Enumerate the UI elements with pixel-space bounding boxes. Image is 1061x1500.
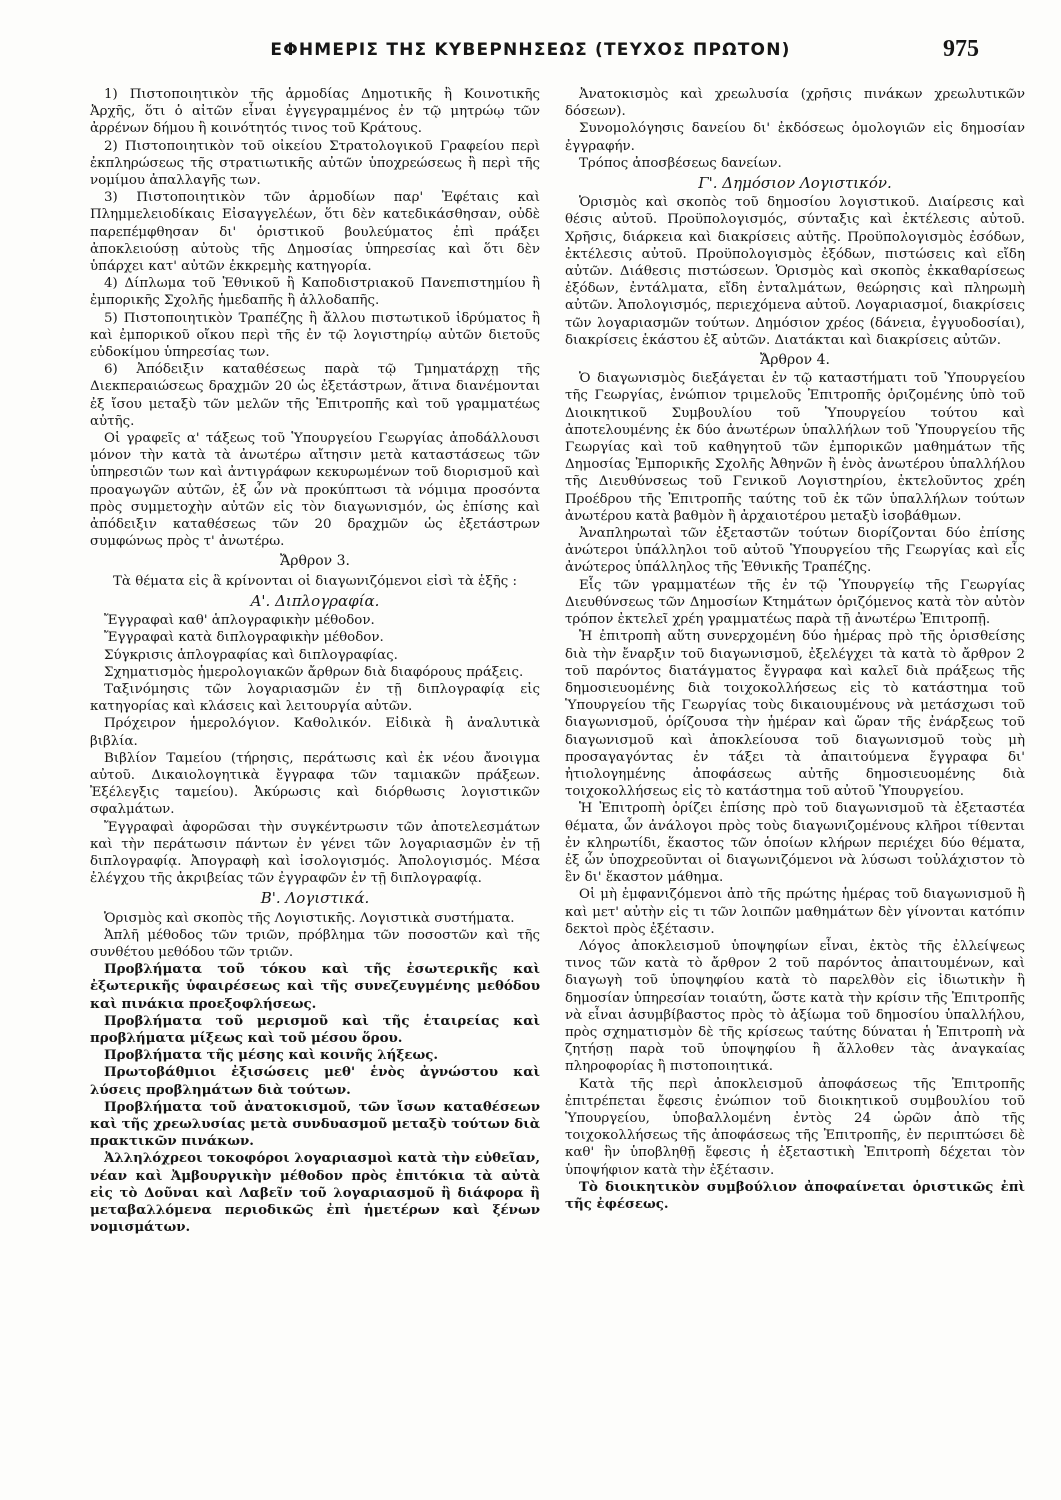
paragraph: 2) Πιστοποιητικὸν τοῦ οἰκείου Στρατολογικοῦ Γραφείου περὶ ἐκπληρώσεως τῆς στρατιωτικῆς αὐτῶν ὑποχρεώσεως ἢ περὶ τῆς νομίμου ἀπαλλαγῆς των. [90,138,540,189]
paragraph: 5) Πιστοποιητικὸν Τραπέζης ἢ ἄλλου πιστωτικοῦ ἱδρύματος ἢ καὶ ἐμπορικοῦ οἴκου περὶ τῆς ἐν τῷ λογιστηρίῳ αὐτῶν διετοῦς εὐδοκίμου ὑπηρεσίας των. [90,310,540,361]
paragraph: Λόγος ἀποκλεισμοῦ ὑποψηφίων εἶναι, ἐκτὸς τῆς ἐλλείψεως τινος τῶν κατὰ τὸ ἄρθρον 2 τοῦ παρόντος ἀπαιτουμένων, καὶ διαγωγὴ τοῦ ὑποψηφίου κατὰ τὸ παρελθὸν εἰς ἰδιωτικὴν ἢ δημοσίαν ὑπηρεσίαν τοιαύτη, ὥστε κατὰ τὴν κρίσιν τῆς Ἐπιτροπῆς νὰ εἶναι ἀσυμβίβαστος πρὸς τὸ ἀξίωμα τοῦ δημοσίου ὑπαλλήλου, πρὸς σχηματισμὸν δὲ τῆς κρίσεως ταύτης δύναται ἡ Ἐπιτροπὴ νὰ ζητήσῃ παρὰ τοῦ ὑποψηφίου ἢ ἄλλοθεν τὰς ἀναγκαίας πληροφορίας ἢ πιστοποιητικά. [565,938,1025,1075]
list-item: Πρωτοβάθμιοι ἐξισώσεις μεθ' ἑνὸς ἀγνώστου καὶ λύσεις προβλημάτων διὰ τούτων. [90,1064,540,1098]
right-column [565,86,1025,1213]
list-item: Ἔγγραφαὶ ἀφορῶσαι τὴν συγκέντρωσιν τῶν ἀποτελεσμάτων καὶ τὴν περάτωσιν πάντων ἐν γένει τῶν λογαριασμῶν ἐν τῇ διπλογραφίᾳ. Ἀπογραφὴ καὶ ἰσολογισμός. Ἀπολογισμός. Μέσα ἐλέγχου τῆς ἀκριβείας τῶν ἐγγραφῶν ἐν τῇ διπλογραφίᾳ. [90,819,540,887]
paragraph: Ἡ Ἐπιτροπὴ ὁρίζει ἐπίσης πρὸ τοῦ διαγωνισμοῦ τὰ ἐξεταστέα θέματα, ὧν ἀνάλογοι πρὸς τοὺς διαγωνιζομένους κλῆροι τίθενται ἐν κληρωτίδι, ἕκαστος τῶν ὁποίων κλήρων περιέχει δύο θέματα, ἐξ ὧν ὑποχρεοῦνται οἱ διαγωνιζόμενοι νὰ λύσωσι τοὐλάχιστον τὸ ἓν δι' ἕκαστον μάθημα. [565,801,1025,886]
list-item: Προβλήματα τοῦ ἀνατοκισμοῦ, τῶν ἴσων καταθέσεων καὶ τῆς χρεωλυσίας μετὰ συνδυασμοῦ μεταξὺ τούτων διὰ πρακτικῶν πινάκων. [90,1098,540,1150]
paragraph: Ὁρισμὸς καὶ σκοπὸς τοῦ δημοσίου λογιστικοῦ. Διαίρεσις καὶ θέσις αὐτοῦ. Προϋπολογισμός, σύνταξις καὶ ἐκτέλεσις αὐτοῦ. Χρῆσις, διάρκεια καὶ διακρίσεις αὐτῆς. Προϋπολογισμὸς ἐσόδων, ἐκτέλεσις αὐτοῦ. Προϋπολογισμὸς ἐξόδων, πιστώσεις καὶ εἴδη αὐτῶν. Διάθεσις πιστώσεων. Ὁρισμὸς καὶ σκοπὸς ἐκκαθαρίσεως ἐξόδων, ἐντάλματα, εἴδη ἐνταλμάτων, θεώρησις καὶ πληρωμὴ αὐτῶν. Ἀπολογισμός, περιεχόμενα αὐτοῦ. Λογαριασμοί, διακρίσεις τῶν λογαριασμῶν τούτων. Δημόσιον χρέος (δάνεια, ἐγγυοδοσίαι), διακρίσεις ἑκάστου ἐξ αὐτῶν. Διατάκται καὶ διακρίσεις αὐτῶν. [565,195,1025,348]
paragraph: Ἀναπληρωταὶ τῶν ἐξεταστῶν τούτων διορίζονται δύο ἐπίσης ἀνώτεροι ὑπάλληλοι τοῦ αὐτοῦ Ὑπουργείου τῆς Γεωργίας καὶ εἷς ἀνώτερος ὑπάλληλος τῆς Ἐθνικῆς Τραπέζης. [565,526,1025,576]
article-3-intro: Τὰ θέματα εἰς ἃ κρίνονται οἱ διαγωνιζόμενοι εἰσὶ τὰ ἑξῆς : [112,573,517,589]
section-a-heading: Α'. Διπλογραφία. [250,591,380,610]
gazette-title: ΕΦΗΜΕΡΙΣ ΤΗΣ ΚΥΒΕΡΝΗΣΕΩΣ (ΤΕΥΧΟΣ ΠΡΩΤΟΝ) [270,40,791,60]
section-g-heading: Γ'. Δημόσιον Λογιστικόν. [698,174,892,193]
section-b-heading: Β'. Λογιστικά. [260,889,370,908]
paragraph: 3) Πιστοποιητικὸν τῶν ἁρμοδίων παρ' Ἐφέταις καὶ Πλημμελειοδίκαις Εἰσαγγελέων, ὅτι δὲν κατεδικάσθησαν, οὐδὲ παρεπέμφθησαν δι' ὁριστικοῦ βουλεύματος ἐπὶ πράξει ἀποκλειούσῃ αὐτοὺς τῆς Δημοσίας ὑπηρεσίας καὶ ὅτι δὲν ὑπάρχει κατ' αὐτῶν ἐκκρεμὴς κατηγορία. [90,190,540,275]
list-item: Ἀνατοκισμὸς καὶ χρεωλυσία (χρῆσις πινάκων χρεωλυτικῶν δόσεων). [565,87,1025,120]
list-item: Ἔγγραφαὶ καθ' ἁπλογραφικὴν μέθοδον. [104,613,375,629]
paragraph: 1) Πιστοποιητικὸν τῆς ἁρμοδίας Δημοτικῆς ἢ Κοινοτικῆς Ἀρχῆς, ὅτι ὁ αἰτῶν εἶναι ἐγγεγραμμένος ἐν τῷ μητρώῳ τῶν ἀρρένων δήμου ἢ κοινότητός τινος τοῦ Κράτους. [90,87,540,137]
list-item: Προβλήματα τοῦ μερισμοῦ καὶ τῆς ἑταιρείας καὶ προβλήματα μίξεως καὶ τοῦ μέσου ὅρου. [90,1012,540,1046]
article-3-heading: Ἄρθρον 3. [280,553,350,570]
page-number: 975 [943,36,979,62]
paragraph: Ἡ ἐπιτροπὴ αὕτη συνερχομένη δύο ἡμέρας πρὸ τῆς ὁρισθείσης διὰ τὴν ἔναρξιν τοῦ διαγωνισμοῦ, ἐξελέγχει τὰ κατὰ τὸ ἄρθρον 2 τοῦ παρόντος διατάγματος ἔγγραφα καὶ καλεῖ διὰ πράξεως τῆς δημοσιευομένης διὰ τοιχοκολλήσεως εἰς τὸ κατάστημα τοῦ Ὑπουργείου τῆς Γεωργίας τοὺς δικαιουμένους νὰ μετάσχωσι τοῦ διαγωνισμοῦ, ὁρίζουσα τὴν ἡμέραν καὶ ὥραν τῆς ἐνάρξεως τοῦ διαγωνισμοῦ καὶ ἀποκλείουσα τοῦ διαγωνισμοῦ τοὺς μὴ προσαγαγόντας ἐν τάξει τὰ ἀπαιτούμενα ἔγγραφα δι' ἠτιολογημένης ἀποφάσεως αὐτῆς δημοσιευομένης διὰ τοιχοκολλήσεως εἰς τὸ κατάστημα τοῦ αὐτοῦ Ὑπουργείου. [565,629,1025,800]
list-item: Προβλήματα τοῦ τόκου καὶ τῆς ἐσωτερικῆς καὶ ἐξωτερικῆς ὑφαιρέσεως καὶ τῆς συνεζευγμένης μεθόδου καὶ πινάκια προεξοφλήσεως. [90,961,540,1012]
paragraph: 6) Ἀπόδειξιν καταθέσεως παρὰ τῷ Τμηματάρχῃ τῆς Διεκπεραιώσεως δραχμῶν 20 ὡς ἐξετάστρων, ἅτινα διανέμονται ἐξ ἴσου μεταξὺ τῶν μελῶν τῆς Ἐπιτροπῆς καὶ τοῦ γραμματέως αὐτῆς. [90,362,540,429]
list-item: Ἀλληλόχρεοι τοκοφόροι λογαριασμοὶ κατὰ τὴν εὐθεῖαν, νέαν καὶ Ἀμβουργικὴν μέθοδον πρὸς ἐπιτόκια τὰ αὐτὰ εἰς τὸ Δοῦναι καὶ Λαβεῖν τοῦ λογαριασμοῦ ἢ διάφορα ἢ μεταβαλλόμενα περιοδικῶς ἐπὶ ἡμετέρων καὶ ξένων νομισμάτων. [90,1150,540,1236]
paragraph: Ὁ διαγωνισμὸς διεξάγεται ἐν τῷ καταστήματι τοῦ Ὑπουργείου τῆς Γεωργίας, ἐνώπιον τριμελοῦς Ἐπιτροπῆς ὁριζομένης ὑπὸ τοῦ Διοικητικοῦ Συμβουλίου τοῦ Ὑπουργείου τούτου καὶ ἀποτελουμένης ἐκ δύο ἀνωτέρων ὑπαλλήλων τοῦ Ὑπουργείου τῆς Γεωργίας καὶ τοῦ καθηγητοῦ τῶν ἐμπορικῶν μαθημάτων τῆς Δημοσίας Ἐμπορικῆς Σχολῆς Ἀθηνῶν ἢ ἑνὸς ἀνωτέρου ὑπαλλήλου τῆς Διευθύνσεως τοῦ Γενικοῦ Λογιστηρίου, ἐκτελοῦντος χρέη Προέδρου τῆς Ἐπιτροπῆς ταύτης τοῦ ἐκ τῶν ὑπαλλήλων τούτων ἀνωτέρου κατὰ βαθμὸν ἢ ἀρχαιοτέρου μεταξὺ ἰσοβάθμων. [565,371,1025,524]
list-item: Ἁπλῆ μέθοδος τῶν τριῶν, πρόβλημα τῶν ποσοστῶν καὶ τῆς συνθέτου μεθόδου τῶν τριῶν. [90,927,540,960]
list-item: Σύγκρισις ἁπλογραφίας καὶ διπλογραφίας. [104,647,398,663]
list-item: Συνομολόγησις δανείου δι' ἐκδόσεως ὁμολογιῶν εἰς δημοσίαν ἐγγραφήν. [565,121,1025,154]
paragraph: 4) Δίπλωμα τοῦ Ἐθνικοῦ ἢ Καποδιστριακοῦ Πανεπιστημίου ἢ ἐμπορικῆς Σχολῆς ἡμεδαπῆς ἢ ἀλλοδαπῆς. [90,276,540,309]
paragraph: Οἱ μὴ ἐμφανιζόμενοι ἀπὸ τῆς πρώτης ἡμέρας τοῦ διαγωνισμοῦ ἢ καὶ μετ' αὐτὴν εἰς τι τῶν λοιπῶν μαθημάτων δὲν γίνονται κατόπιν δεκτοὶ πρὸς ἐξέτασιν. [565,887,1025,937]
list-item: Πρόχειρον ἡμερολόγιον. Καθολικόν. Εἰδικὰ ἢ ἀναλυτικὰ βιβλία. [90,716,540,749]
paragraph: Εἷς τῶν γραμματέων τῆς ἐν τῷ Ὑπουργείῳ τῆς Γεωργίας Διευθύνσεως τῶν Δημοσίων Κτημάτων ὁριζόμενος κατὰ τὸν αὐτὸν τρόπον ἐκτελεῖ χρέη γραμματέως παρὰ τῇ ἀνωτέρω Ἐπιτροπῇ. [565,577,1025,628]
left-column [90,86,540,1236]
list-item: Σχηματισμὸς ἡμερολογιακῶν ἄρθρων διὰ διαφόρους πράξεις. [104,664,524,680]
paragraph: Οἱ γραφεῖς α' τάξεως τοῦ Ὑπουργείου Γεωργίας ἀποδάλλουσι μόνον τὴν κατὰ τὰ ἀνωτέρω αἴτησιν μετὰ καταστάσεως τῶν ὑπηρεσιῶν των καὶ ἀντιγράφων κεκυρωμένων τοῦ διορισμοῦ καὶ προαγωγῶν αὐτῶν, ἐξ ὧν νὰ προκύπτωσι τὰ νόμιμα προσόντα πρὸς συμμετοχὴν αὐτῶν εἰς τὸν διαγωνισμόν, ὡς ἐπίσης καὶ ἀπόδειξιν καταθέσεως τῶν 20 δραχμῶν ὡς ἐξετάστρων συμφώνως πρὸς τ' ἀνωτέρω. [90,431,540,550]
list-item: Βιβλίον Ταμείου (τήρησις, περάτωσις καὶ ἐκ νέου ἄνοιγμα αὐτοῦ. Δικαιολογητικὰ ἔγγραφα τῶν ταμιακῶν πράξεων. Ἐξέλεγξις ταμείου). Ἀκύρωσις καὶ διόρθωσις λογιστικῶν σφαλμάτων. [90,750,540,818]
list-item: Ὁρισμὸς καὶ σκοπὸς τῆς Λογιστικῆς. Λογιστικὰ συστήματα. [104,910,515,926]
list-item: Ἔγγραφαὶ κατὰ διπλογραφικὴν μέθοδον. [104,630,384,646]
article-4-heading: Ἄρθρον 4. [760,352,830,369]
list-item: Ταξινόμησις τῶν λογαριασμῶν ἐν τῇ διπλογραφίᾳ εἰς κατηγορίας καὶ κλάσεις καὶ λειτουργία αὐτῶν. [90,681,540,715]
paragraph: Τὸ διοικητικὸν συμβούλιον ἀποφαίνεται ὁριστικῶς ἐπὶ τῆς ἐφέσεως. [565,1178,1025,1212]
list-item: Τρόπος ἀποσβέσεως δανείων. [579,155,782,171]
page-header [60,36,1001,70]
paragraph: Κατὰ τῆς περὶ ἀποκλεισμοῦ ἀποφάσεως τῆς Ἐπιτροπῆς ἐπιτρέπεται ἔφεσις ἐνώπιον τοῦ διοικητικοῦ συμβουλίου τοῦ Ὑπουργείου, ὑποβαλλομένη ἐντὸς 24 ὡρῶν ἀπὸ τῆς τοιχοκολλήσεως τῆς ἀποφάσεως τῆς Ἐπιτροπῆς, ἐν περιπτώσει δὲ καθ' ἣν ὑποβληθῇ ἔφεσις ἡ ἐξεταστικὴ Ἐπιτροπὴ δέχεται τὸν ὑποψήφιον κατὰ τὴν ἐξέτασιν. [565,1076,1025,1178]
list-item: Προβλήματα τῆς μέσης καὶ κοινῆς λήξεως. [104,1047,439,1064]
